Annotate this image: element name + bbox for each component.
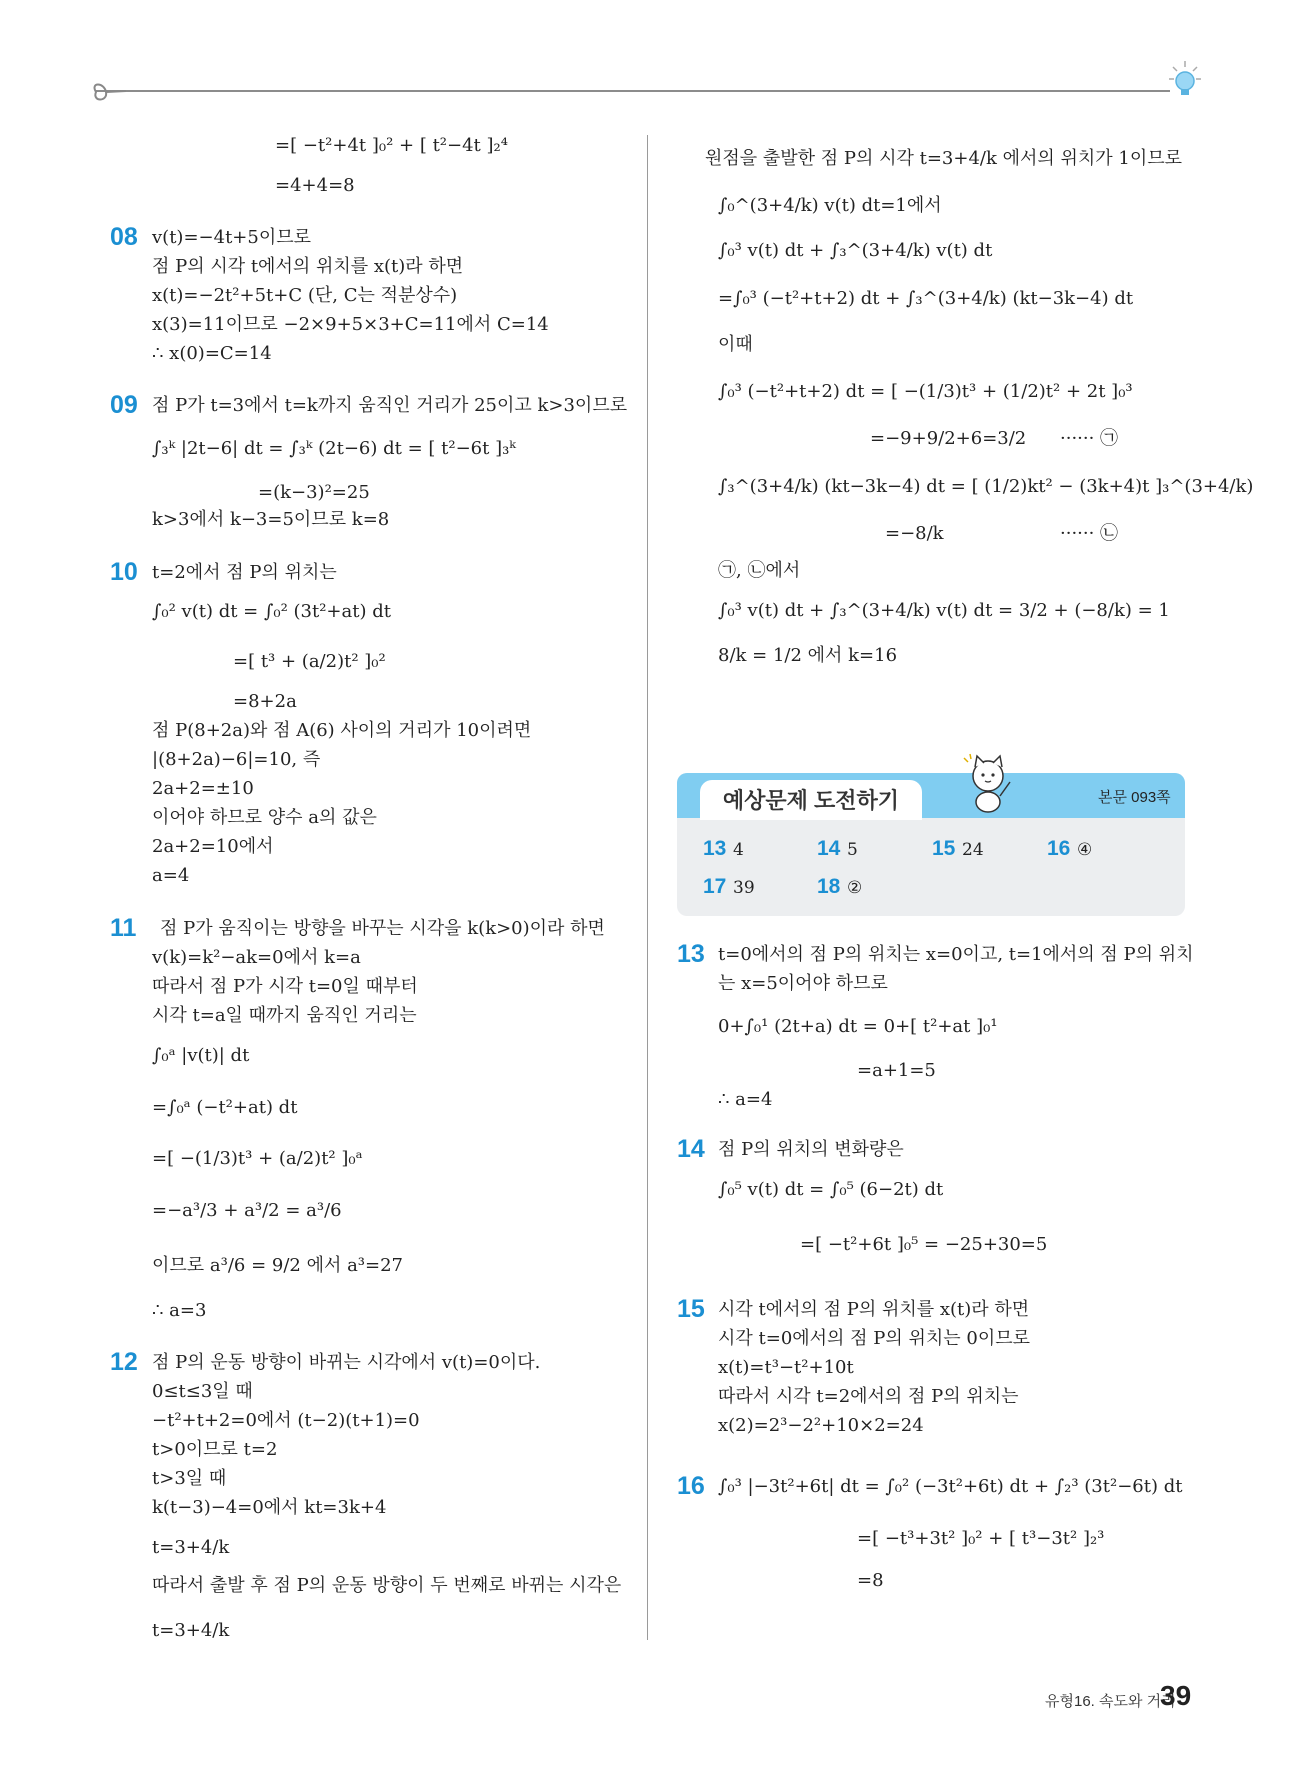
solution-number-10: 10: [110, 558, 138, 586]
sol10-line5: 점 P(8+2a)와 점 A(6) 사이의 거리가 10이려면: [152, 720, 532, 741]
sol09-line2: ∫₃ᵏ |2t−6| dt = ∫₃ᵏ (2t−6) dt = [ t²−6t ]₃ᵏ: [152, 438, 516, 459]
sol12-line8: 따라서 출발 후 점 P의 운동 방향이 두 번째로 바뀌는 시각은: [152, 1575, 622, 1596]
answer-number: 15: [932, 837, 956, 860]
solR-line4: =∫₀³ (−t²+t+2) dt + ∫₃^(3+4/k) (kt−3k−4) dt: [718, 288, 1134, 309]
answer-number: 13: [703, 837, 727, 860]
sol09-line3: =(k−3)²=25: [258, 482, 370, 503]
sol14-line1: 점 P의 위치의 변화량은: [718, 1139, 904, 1160]
sol11-line9: 이므로 a³/6 = 9/2 에서 a³=27: [152, 1255, 403, 1276]
solution-number-08: 08: [110, 223, 138, 251]
sol08-line3: x(t)=−2t²+5t+C (단, C는 적분상수): [152, 285, 458, 306]
sol10-line4: =8+2a: [233, 691, 297, 712]
sol13-line2: 는 x=5이어야 하므로: [718, 973, 888, 994]
answer-number: 14: [817, 837, 841, 860]
solution-number-16: 16: [677, 1472, 705, 1500]
sol11-line8: =−a³/3 + a³/2 = a³/6: [152, 1200, 342, 1221]
ribbon-icon: [88, 78, 128, 106]
solution-number-09: 09: [110, 391, 138, 419]
sol10-line1: t=2에서 점 P의 위치는: [152, 562, 337, 583]
answer-value: ②: [847, 878, 863, 898]
answer-number: 18: [817, 875, 841, 898]
solR-line1: 원점을 출발한 점 P의 시각 t=3+4/k 에서의 위치가 1이므로: [705, 148, 1182, 169]
answer-value: 5: [847, 840, 858, 860]
sol10-line10: a=4: [152, 865, 190, 886]
sol09-line4: k>3에서 k−3=5이므로 k=8: [152, 509, 390, 530]
solR-line9: =−8/k: [885, 523, 944, 544]
sol16-line1: ∫₀³ |−3t²+6t| dt = ∫₀² (−3t²+6t) dt + ∫₂³ (3t²−6t) dt: [718, 1476, 1183, 1497]
answer-value: ④: [1077, 840, 1093, 860]
solR-line3: ∫₀³ v(t) dt + ∫₃^(3+4/k) v(t) dt: [718, 240, 993, 261]
answer-value: 4: [733, 840, 744, 860]
sol11-line7: =[ −(1/3)t³ + (a/2)t² ]₀ᵃ: [152, 1148, 363, 1169]
solR-line10: ㉠, ㉡에서: [718, 560, 801, 581]
sol08-line1: v(t)=−4t+5이므로: [152, 227, 311, 248]
sol09-line1: 점 P가 t=3에서 t=k까지 움직인 거리가 25이고 k>3이므로: [152, 395, 628, 416]
lightbulb-icon: [1165, 55, 1205, 101]
sol10-line2: ∫₀² v(t) dt = ∫₀² (3t²+at) dt: [152, 601, 391, 622]
sol11-line6: =∫₀ᵃ (−t²+at) dt: [152, 1097, 298, 1118]
solR-line6: ∫₀³ (−t²+t+2) dt = [ −(1/3)t³ + (1/2)t² + 2t ]₀³: [718, 381, 1133, 402]
answer-number: 16: [1047, 837, 1071, 860]
page-number: 39: [1160, 1680, 1192, 1711]
sol11-line5: ∫₀ᵃ |v(t)| dt: [152, 1045, 250, 1066]
sol12-line3: −t²+t+2=0에서 (t−2)(t+1)=0: [152, 1410, 420, 1431]
solR-line7: =−9+9/2+6=3/2: [870, 428, 1027, 449]
answer-value: 39: [733, 878, 755, 898]
sol15-line5: x(2)=2³−2²+10×2=24: [718, 1415, 924, 1436]
sol08-line4: x(3)=11이므로 −2×9+5×3+C=11에서 C=14: [152, 314, 549, 335]
sol10-line3: =[ t³ + (a/2)t² ]₀²: [233, 651, 386, 672]
solR-line2: ∫₀^(3+4/k) v(t) dt=1에서: [718, 195, 942, 216]
solution-number-11: 11: [110, 914, 137, 942]
sol08-line5: ∴ x(0)=C=14: [152, 343, 272, 364]
sol12-line6: k(t−3)−4=0에서 kt=3k+4: [152, 1497, 387, 1518]
column-divider: [647, 135, 648, 1640]
solution-number-13: 13: [677, 940, 705, 968]
sol12-line7: t=3+4/k: [152, 1537, 230, 1558]
sol14-line2: ∫₀⁵ v(t) dt = ∫₀⁵ (6−2t) dt: [718, 1179, 944, 1200]
challenge-page-reference: 본문 093쪽: [1098, 789, 1171, 806]
equation-marker-a: ······ ㉠: [1060, 428, 1119, 449]
solR-line11: ∫₀³ v(t) dt + ∫₃^(3+4/k) v(t) dt = 3/2 + (−8/k) = 1: [718, 600, 1170, 621]
answer-number: 17: [703, 875, 727, 898]
solR-line12: 8/k = 1/2 에서 k=16: [718, 645, 898, 666]
solR-line5: 이때: [718, 334, 753, 355]
sol13-line1: t=0에서의 점 P의 위치는 x=0이고, t=1에서의 점 P의 위치: [718, 944, 1194, 965]
sol08-line2: 점 P의 시각 t에서의 위치를 x(t)라 하면: [152, 256, 464, 277]
sol15-line2: 시각 t=0에서의 점 P의 위치는 0이므로: [718, 1328, 1030, 1349]
sol07-line1: =[ −t²+4t ]₀² + [ t²−4t ]₂⁴: [275, 135, 508, 156]
sol16-line2: =[ −t³+3t² ]₀² + [ t³−3t² ]₂³: [857, 1528, 1105, 1549]
sol16-line3: =8: [857, 1570, 884, 1591]
sol12-line1: 점 P의 운동 방향이 바뀌는 시각에서 v(t)=0이다.: [152, 1352, 541, 1373]
top-rule: [95, 90, 1170, 92]
sol11-line4: 시각 t=a일 때까지 움직인 거리는: [152, 1005, 417, 1026]
equation-marker-b: ······ ㉡: [1060, 523, 1119, 544]
sol12-line5: t>3일 때: [152, 1468, 227, 1489]
solution-number-15: 15: [677, 1295, 705, 1323]
sol10-line6: |(8+2a)−6|=10, 즉: [152, 749, 321, 770]
sol10-line9: 2a+2=10에서: [152, 836, 274, 857]
sol15-line3: x(t)=t³−t²+10t: [718, 1357, 854, 1378]
sol15-line4: 따라서 시각 t=2에서의 점 P의 위치는: [718, 1386, 1019, 1407]
sol13-line4: =a+1=5: [857, 1060, 936, 1081]
sol15-line1: 시각 t에서의 점 P의 위치를 x(t)라 하면: [718, 1299, 1030, 1320]
footer-section-title: 유형16. 속도와 거리: [1045, 1693, 1176, 1710]
sol13-line5: ∴ a=4: [718, 1089, 773, 1110]
sol12-line4: t>0이므로 t=2: [152, 1439, 278, 1460]
sol12-line2: 0≤t≤3일 때: [152, 1381, 253, 1402]
challenge-title: 예상문제 도전하기: [700, 780, 922, 820]
sol11-line10: ∴ a=3: [152, 1300, 207, 1321]
solR-line8: ∫₃^(3+4/k) (kt−3k−4) dt = [ (1/2)kt² − (3k+4)t ]₃^(3+4/k): [718, 476, 1254, 497]
sol11-line3: 따라서 점 P가 시각 t=0일 때부터: [152, 976, 418, 997]
sol11-line1: 점 P가 움직이는 방향을 바꾸는 시각을 k(k>0)이라 하면: [160, 918, 605, 939]
sol11-line2: v(k)=k²−ak=0에서 k=a: [152, 947, 361, 968]
sol12-line9: t=3+4/k: [152, 1620, 230, 1641]
sol07-line2: =4+4=8: [275, 175, 355, 196]
solution-number-12: 12: [110, 1348, 138, 1376]
sol14-line3: =[ −t²+6t ]₀⁵ = −25+30=5: [800, 1234, 1048, 1255]
cat-mascot-icon: [960, 752, 1018, 814]
solution-number-14: 14: [677, 1135, 705, 1163]
sol10-line8: 이어야 하므로 양수 a의 값은: [152, 807, 377, 828]
answer-value: 24: [962, 840, 984, 860]
sol13-line3: 0+∫₀¹ (2t+a) dt = 0+[ t²+at ]₀¹: [718, 1016, 998, 1037]
sol10-line7: 2a+2=±10: [152, 778, 254, 799]
